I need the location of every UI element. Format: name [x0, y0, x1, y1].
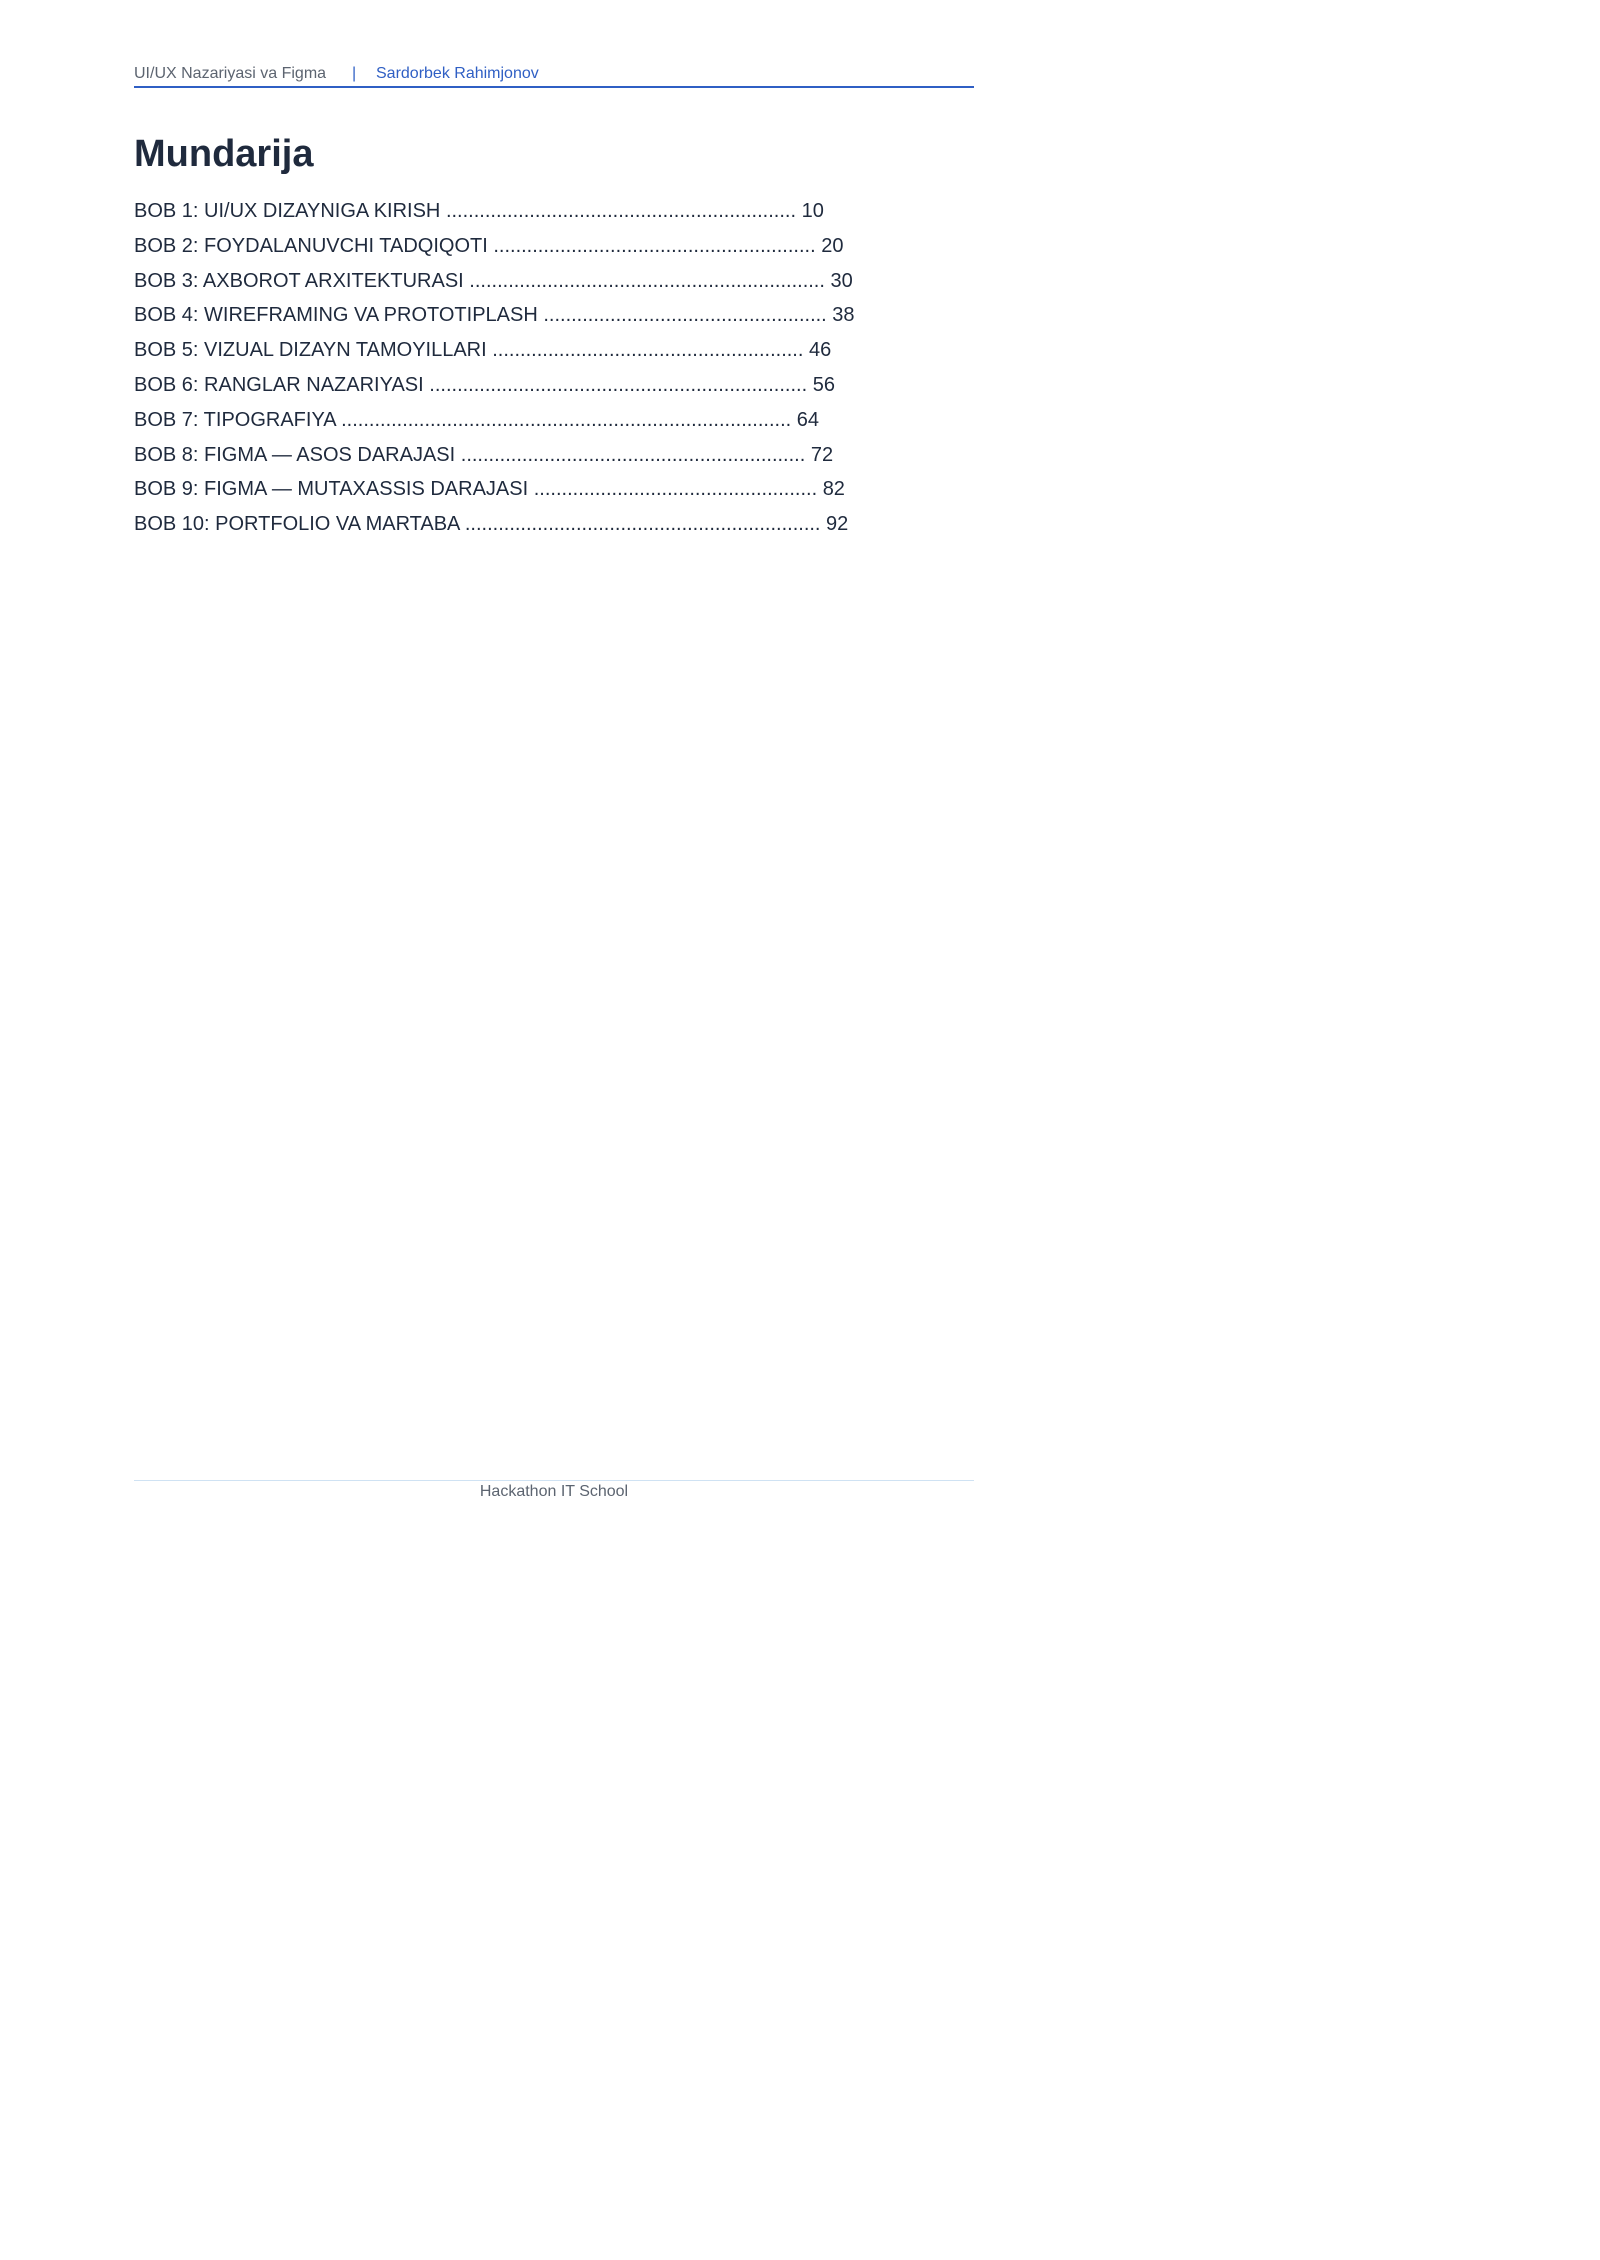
header-author: Sardorbek Rahimjonov: [376, 65, 539, 82]
toc-entry-chapter: BOB 9: FIGMA — MUTAXASSIS DARAJASI: [134, 478, 529, 501]
toc-entry-page: 38: [832, 304, 855, 327]
toc-entry: [134, 337, 855, 372]
toc-entry-page: 20: [821, 234, 844, 257]
toc-entry: [134, 302, 855, 337]
toc-entry-chapter: BOB 2: FOYDALANUVCHI TADQIQOTI: [134, 234, 488, 257]
header-separator: |: [352, 65, 357, 82]
toc-entry-page: 72: [810, 443, 834, 466]
toc-entry-chapter: BOB 4: WIREFRAMING VA PROTOTIPLASH: [134, 304, 538, 327]
toc-entry-leader: ...................................................: [533, 478, 818, 501]
toc-entry-chapter: BOB 6: RANGLAR NAZARIYASI: [134, 373, 424, 396]
document-page: [0, 0, 1104, 1560]
toc-entry: [134, 372, 855, 407]
toc-entry-chapter: BOB 10: PORTFOLIO VA MARTABA: [134, 513, 460, 536]
toc-entry-leader: ....................................................................: [429, 373, 808, 396]
toc-entry: [134, 511, 855, 546]
toc-entry-leader: ..........................................................: [493, 234, 816, 257]
toc-list: [134, 198, 855, 546]
toc-entry-page: 10: [801, 200, 824, 222]
toc-entry-page: 64: [796, 408, 820, 431]
toc-entry-leader: ........................................................: [492, 339, 804, 362]
toc-entry: [134, 407, 855, 442]
toc-entry-leader: ...................................................: [543, 304, 827, 327]
toc-entry-leader: ...............................................................: [445, 200, 797, 222]
toc-entry-leader: ..............................................................: [460, 443, 806, 466]
toc-entry-page: 92: [826, 513, 849, 536]
toc-entry-leader: .................................................................................: [341, 408, 792, 431]
toc-entry-chapter: BOB 8: FIGMA — ASOS DARAJASI: [134, 443, 456, 466]
toc-entry: [134, 442, 855, 477]
header-book-title: UI/UX Nazariyasi va Figma: [134, 65, 327, 82]
page-header: [134, 64, 974, 88]
toc-entry-page: 56: [812, 373, 835, 396]
toc-entry-page: 46: [808, 339, 832, 362]
toc-entry-leader: ................................................................: [469, 269, 825, 292]
footer-divider: [134, 1480, 974, 1481]
toc-entry-chapter: BOB 3: AXBOROT ARXITEKTURASI: [134, 269, 464, 292]
toc-entry-page: 30: [830, 269, 853, 292]
toc-entry: [134, 268, 855, 303]
toc-entry-page: 82: [822, 478, 845, 501]
toc-entry-leader: ................................................................: [464, 513, 821, 536]
toc-entry: [134, 476, 855, 511]
toc-entry: [134, 198, 855, 233]
toc-entry-chapter: BOB 5: VIZUAL DIZAYN TAMOYILLARI: [134, 339, 487, 362]
toc-entry-chapter: BOB 1: UI/UX DIZAYNIGA KIRISH: [134, 200, 441, 222]
toc-title: Mundarija: [134, 133, 314, 175]
footer-text: Hackathon IT School: [479, 1483, 629, 1500]
toc-entry: [134, 233, 855, 268]
toc-entry-chapter: BOB 7: TIPOGRAFIYA: [134, 408, 336, 431]
